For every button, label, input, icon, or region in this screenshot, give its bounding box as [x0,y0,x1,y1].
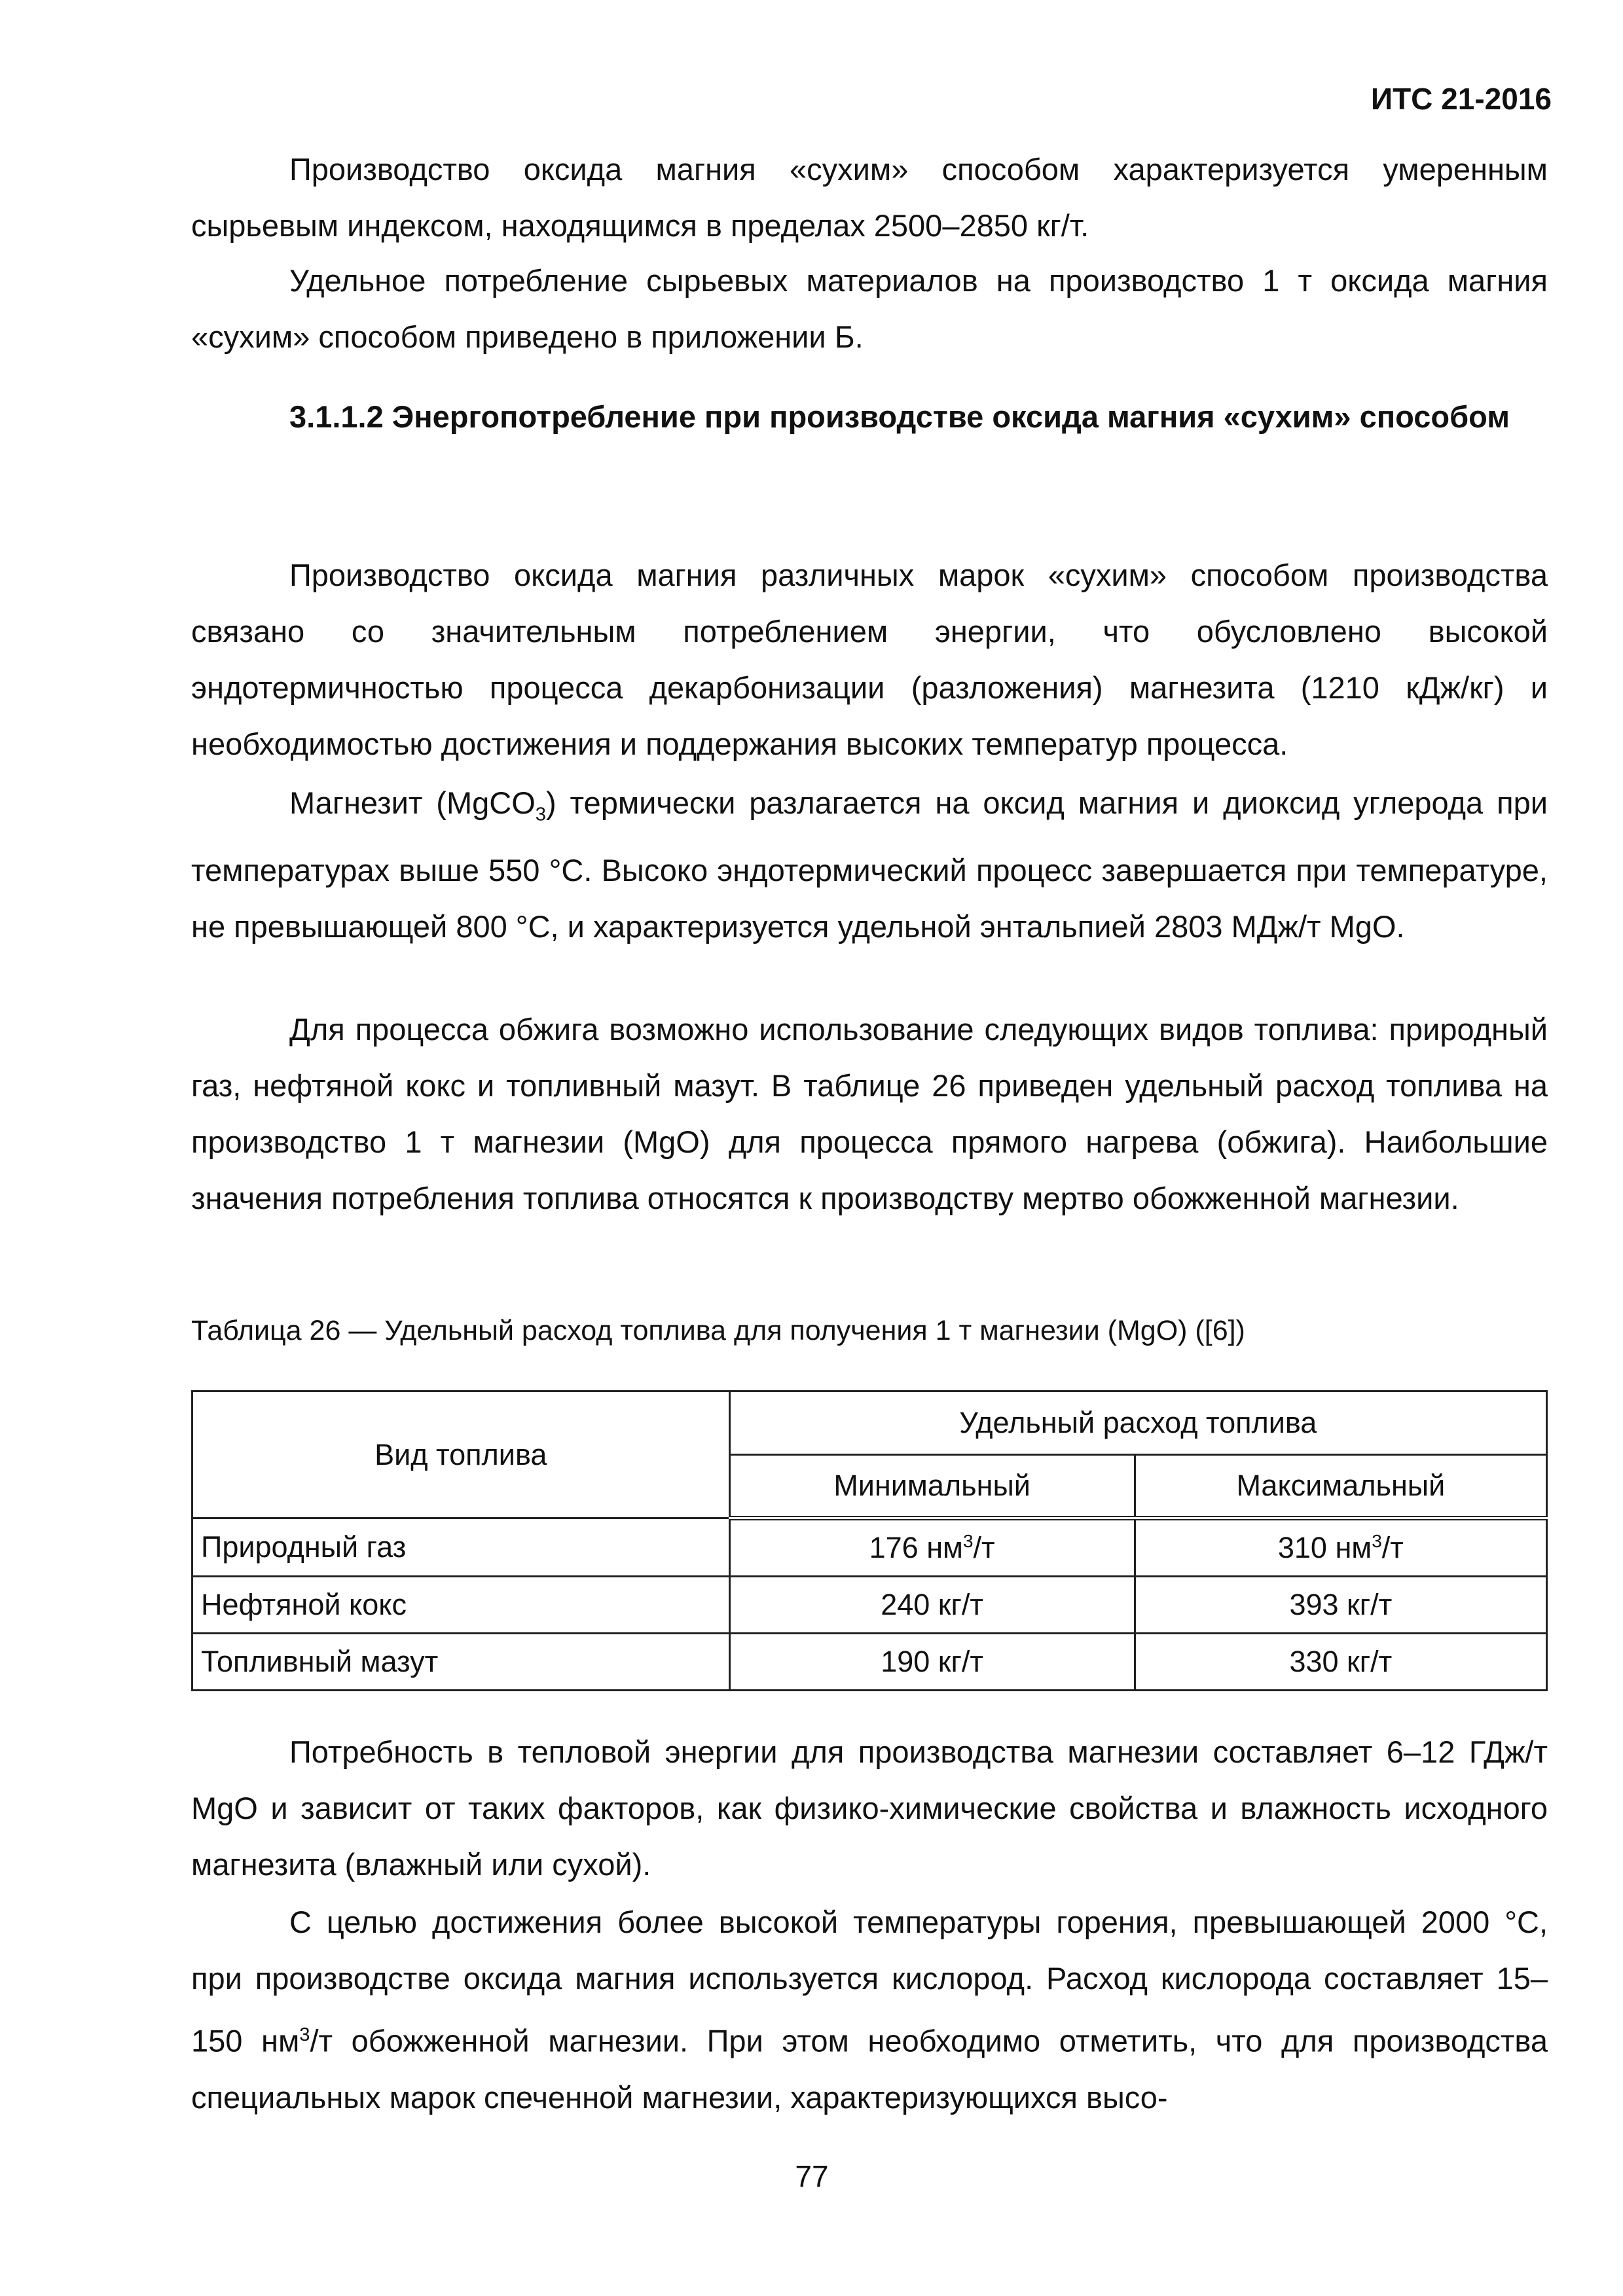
header-maximum: Максимальный [1135,1455,1546,1518]
paragraph-energy-consumption: Производство оксида магния различных марок «сухим» способом производства связано со значительным потреблением энергии, что обусловлено высокой эндотермичностью процесса декарбонизации (разложения) магнезита (1210 кДж/кг) и необходимостью достижения и поддержания высоких температур процесса. [191,558,1548,761]
min-value: 190 кг/т [729,1634,1135,1691]
min-value: 176 $нм^3/т$ [729,1518,1135,1577]
fuel-name: Нефтяной кокс [192,1577,730,1634]
header-minimum: Минимальный [729,1455,1135,1518]
p7-text-b: /т обожженной магнезии. При этом необходимо отметить, что для производства специальных марок спеченной магнезии, характеризующихся высо- [191,2023,1548,2115]
paragraph-raw-materials: Удельное потребление сырьевых материалов на производство 1 т оксида магния «сухим» способом приведено в приложении Б. [191,263,1548,354]
table-row [192,1577,1547,1634]
header-specific-consumption: Удельный расход топлива [729,1391,1546,1455]
fuel-consumption-table [191,1390,1548,1691]
max-value: 310 $нм^3/т$ [1135,1518,1546,1577]
min-value: 240 кг/т [729,1577,1135,1634]
table-row [192,1518,1547,1577]
max-value: 393 кг/т [1135,1577,1546,1634]
p4-subscript: 3 [535,804,546,825]
page-number: 77 [795,2159,829,2193]
paragraph-fuel-types: Для процесса обжига возможно использование следующих видов топлива: природный газ, нефтяной кокс и топливный мазут. В таблице 26 приведен удельный расход топлива на производство 1 т магнезии (MgO) для процесса прямого нагрева (обжига). Наибольшие значения потребления топлива относятся к производству мертво обожженной магнезии. [191,1012,1548,1215]
paragraph-oxygen-use [191,1894,1548,2126]
p7-text-a: С целью достижения более высокой температуры горения, превышающей 2000 °С, при производстве оксида магния используется кислород. Расход кислорода составляет 15–150 нм [191,1905,1548,2058]
fuel-name: Природный газ [192,1518,730,1577]
paragraph-magnesite-decomposition [191,775,1548,955]
table-caption: Таблица 26 — Удельный расход топлива для получения 1 т магнезии (MgO) ([6]) [191,1315,1245,1346]
document-code: ИТС 21-2016 [1371,82,1552,116]
p4-text-b: ) термически разлагается на оксид магния и диоксид углерода при температурах выше 550 °С. Высоко эндотермический процесс завершается при температуре, не превышающей 800 °С, и характеризуется удельной энтальпией 2803 МДж/т MgO. [191,785,1548,944]
fuel-name: Топливный мазут [192,1634,730,1691]
table-row [192,1634,1547,1691]
max-value: 330 кг/т [1135,1634,1546,1691]
section-heading: 3.1.1.2 Энергопотребление при производстве оксида магния «сухим» способом [289,399,1510,434]
p4-text-a: Магнезит (MgCO [289,785,536,820]
p7-superscript: 3 [299,2024,310,2045]
paragraph-thermal-energy: Потребность в тепловой энергии для производства магнезии составляет 6–12 ГДж/т MgO и зависит от таких факторов, как физико-химические свойства и влажность исходного магнезита (влажный или сухой). [191,1734,1548,1882]
paragraph-raw-index: Производство оксида магния «сухим» способом характеризуется умеренным сырьевым индексом, находящимся в пределах 2500–2850 кг/т. [191,152,1548,243]
header-fuel-type: Вид топлива [192,1391,730,1518]
